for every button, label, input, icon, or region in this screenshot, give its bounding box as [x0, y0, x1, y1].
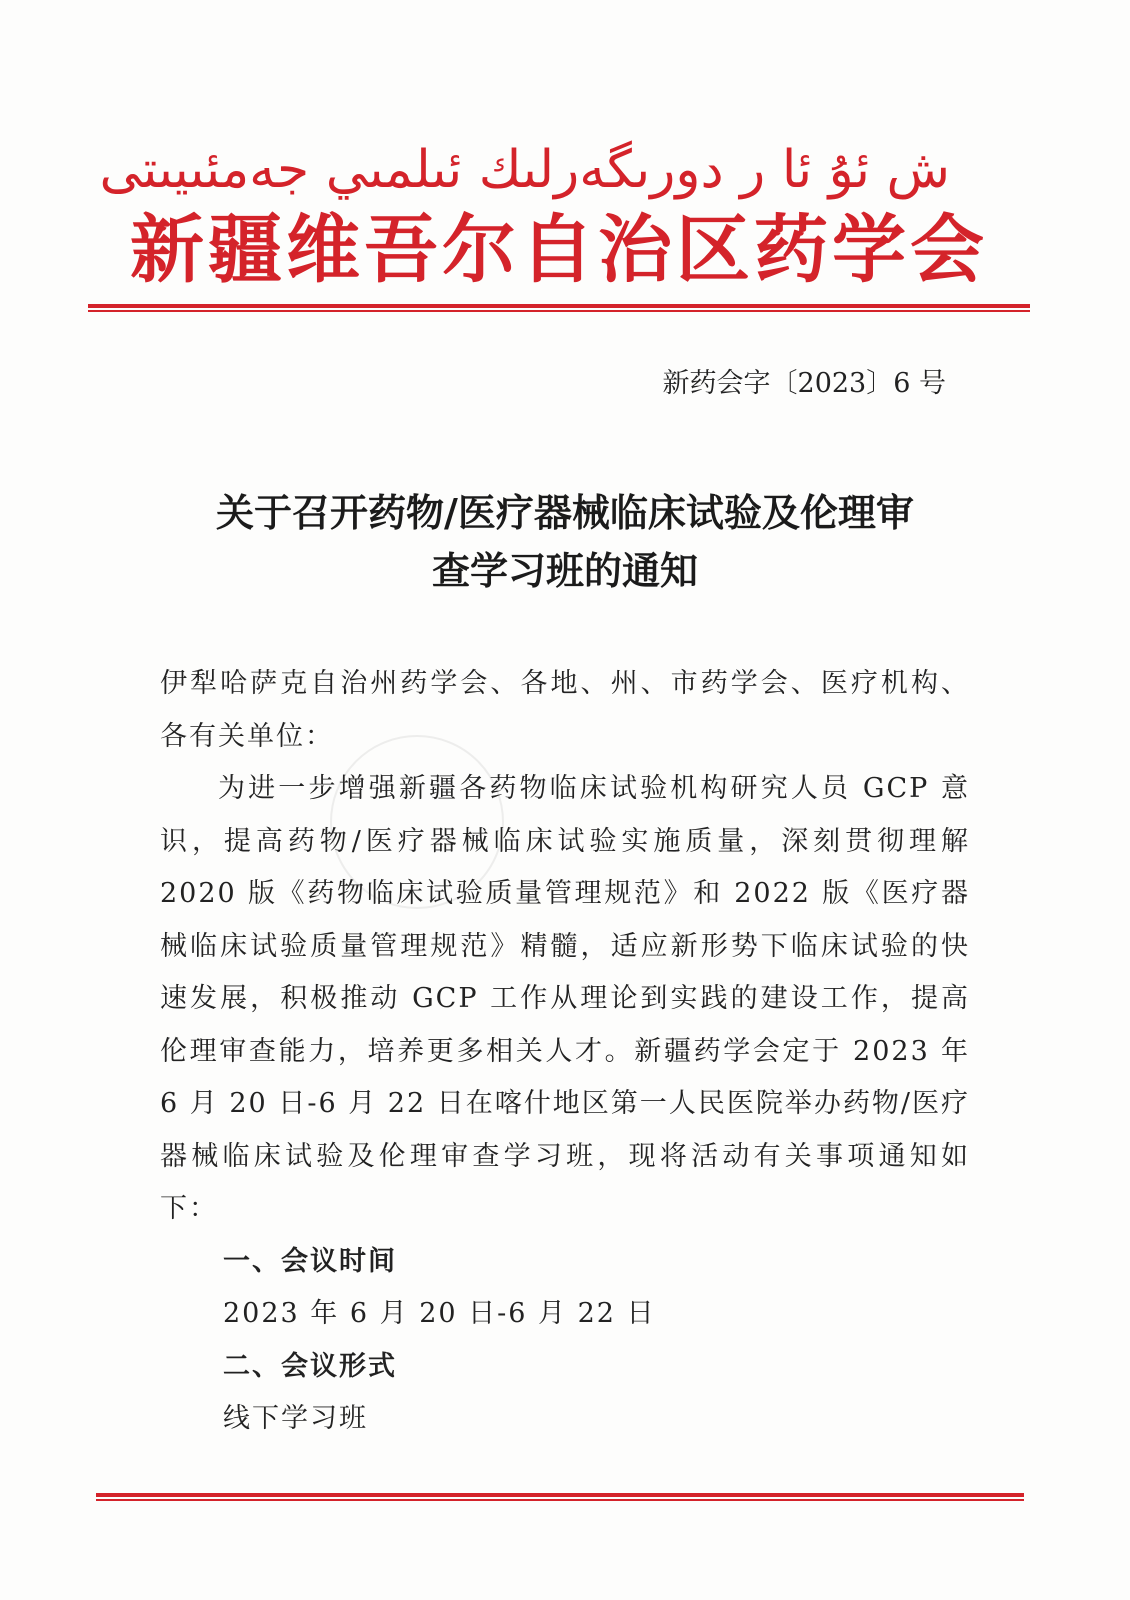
document-title-line-2: 查学习班的通知 [431, 548, 698, 593]
addressee: 伊犁哈萨克自治州药学会、各地、州、市药学会、医疗机构、各有关单位： [160, 668, 970, 752]
document-title [120, 484, 1010, 600]
footer-divider [96, 1493, 1024, 1502]
document-title-line-1: 关于召开药物/医疗器械临床试验及伦理审 [216, 490, 914, 535]
section-heading-meeting-format: 二、会议形式 [223, 1350, 397, 1382]
letterhead-divider [88, 304, 1030, 313]
document-number: 新药会字〔2023〕6 号 [662, 368, 946, 399]
section-heading-meeting-time: 一、会议时间 [223, 1245, 397, 1277]
section-content-meeting-time: 2023 年 6 月 20 日-6 月 22 日 [223, 1298, 656, 1329]
document-body [160, 658, 970, 1446]
intro-paragraph: 为进一步增强新疆各药物临床试验机构研究人员 GCP 意识，提高药物/医疗器械临床试验实施质量，深刻贯彻理解 2020 版《药物临床试验质量管理规范》和 2022 版《医疗器械临床试验质量管理规范》精髓，适应新形势下临床试验的快速发展，积极推动 GCP 工作从理论到实践的建设工作，提高伦理审查能力，培养更多相关人才。新疆药学会定于 2023 年 6 月 20 日-6 月 22 日在喀什地区第一人民医院举办药物/医疗器械临床试验及伦理审查学习班，现将活动有关事项通知如下： [160, 773, 970, 1224]
letterhead-chinese-name: 新疆维吾尔自治区药学会 [130, 207, 988, 293]
section-content-meeting-format: 线下学习班 [223, 1403, 368, 1434]
letterhead-uyghur-name: ش ئۇ ئا ر دورىگەرلىك ئىلمىي جەمئىيىتى [99, 140, 950, 200]
